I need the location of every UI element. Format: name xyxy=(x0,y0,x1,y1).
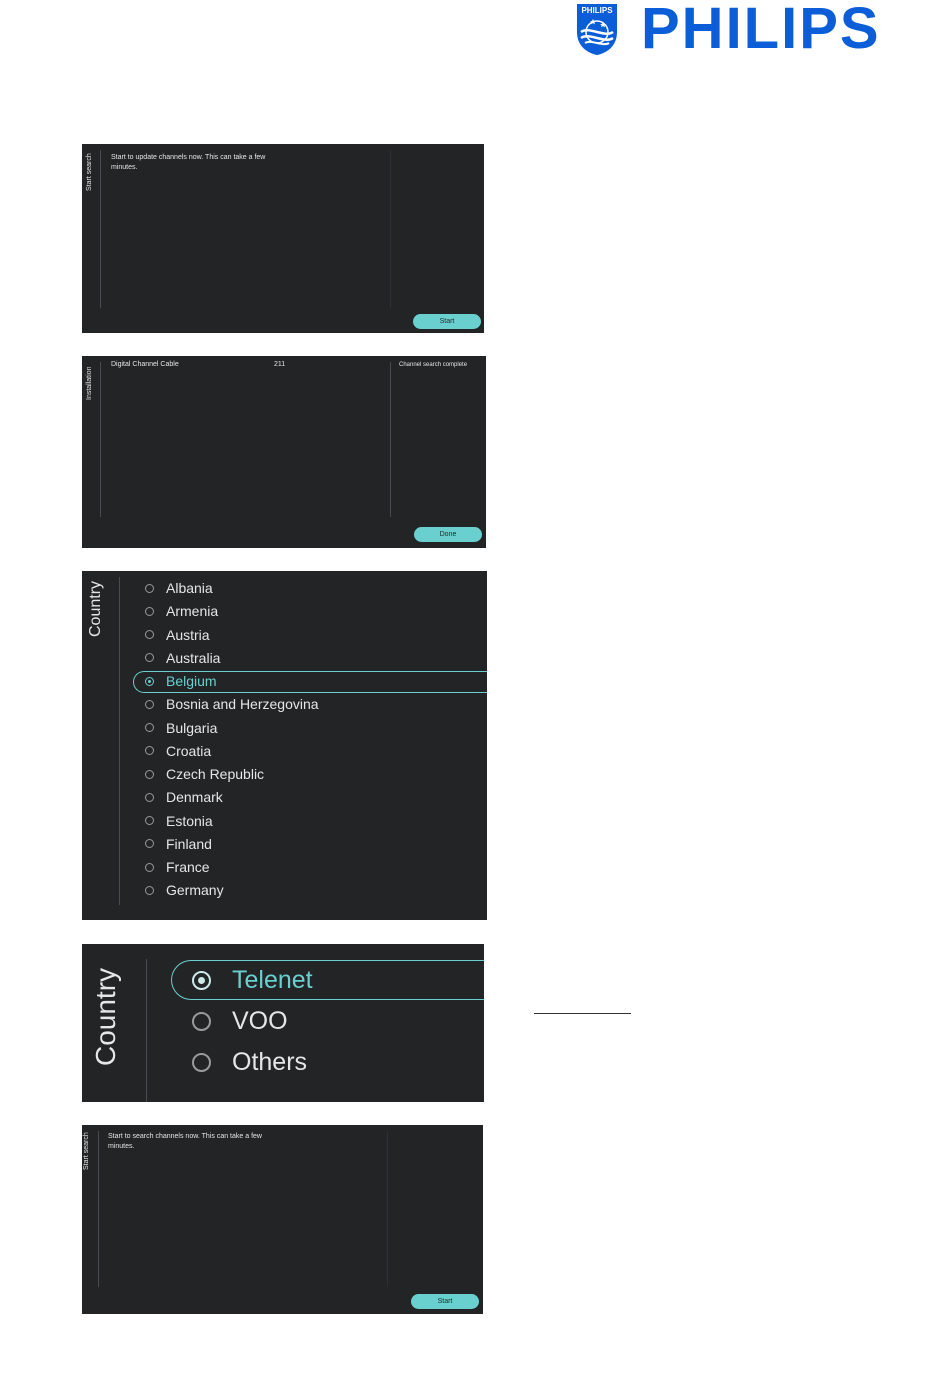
country-label: Czech Republic xyxy=(166,766,265,782)
radio-icon xyxy=(145,770,154,779)
radio-icon xyxy=(145,700,154,709)
side-title: Start search xyxy=(83,1132,90,1170)
radio-icon xyxy=(145,584,154,593)
country-label: France xyxy=(166,859,210,875)
country-label: Australia xyxy=(166,649,221,666)
radio-icon xyxy=(145,607,154,616)
country-label: Armenia xyxy=(166,603,219,620)
operator-label: VOO xyxy=(232,1006,288,1035)
radio-icon xyxy=(145,816,154,825)
country-option[interactable] xyxy=(133,856,210,878)
country-option[interactable] xyxy=(133,577,213,599)
panel-start-search xyxy=(82,1125,483,1314)
country-option[interactable] xyxy=(133,693,319,715)
radio-icon xyxy=(192,971,211,990)
divider-right xyxy=(390,150,391,308)
divider xyxy=(98,1131,99,1287)
philips-shield-icon xyxy=(575,2,619,56)
philips-logo xyxy=(575,0,895,61)
radio-icon xyxy=(145,677,154,686)
radio-icon xyxy=(145,653,154,662)
country-label: Austria xyxy=(166,626,210,643)
country-option[interactable] xyxy=(133,624,210,646)
panel-start-update xyxy=(82,144,484,333)
radio-icon xyxy=(145,630,154,639)
operator-option[interactable] xyxy=(192,1042,307,1082)
country-label: Belgium xyxy=(166,673,217,689)
country-label: Bosnia and Herzegovina xyxy=(166,696,319,713)
country-list xyxy=(133,577,487,907)
status-text: Channel search complete xyxy=(399,362,468,368)
divider xyxy=(100,150,101,308)
panel-installation xyxy=(82,356,486,548)
country-label: Germany xyxy=(166,882,224,899)
country-option[interactable] xyxy=(133,879,224,901)
radio-icon xyxy=(192,1053,211,1072)
divider xyxy=(100,362,101,517)
radio-icon xyxy=(145,886,154,895)
country-label: Denmark xyxy=(166,789,223,806)
side-title: Country xyxy=(87,580,104,637)
country-option[interactable] xyxy=(133,786,223,808)
message: Start to search channels now. This can take a few minutes. xyxy=(108,1133,262,1150)
divider-right xyxy=(387,1131,388,1287)
country-label: Estonia xyxy=(166,812,213,829)
channel-label: Digital Channel Cable xyxy=(111,361,179,368)
underline-mark xyxy=(534,1013,631,1014)
start-button[interactable]: Start xyxy=(413,314,481,329)
side-title: Country xyxy=(90,967,121,1066)
country-option[interactable] xyxy=(133,763,264,785)
country-option[interactable] xyxy=(133,717,217,739)
panel-country-list xyxy=(82,571,487,920)
operator-option[interactable] xyxy=(192,960,313,1000)
country-label: Finland xyxy=(166,835,212,852)
country-label: Bulgaria xyxy=(166,719,218,736)
country-option[interactable] xyxy=(133,833,212,855)
panel-operator-list xyxy=(82,944,484,1102)
radio-icon xyxy=(145,723,154,732)
radio-icon xyxy=(145,863,154,872)
country-option[interactable] xyxy=(133,670,217,692)
done-button[interactable]: Done xyxy=(414,527,482,542)
channel-count: 211 xyxy=(274,361,286,368)
radio-icon xyxy=(145,839,154,848)
country-option[interactable] xyxy=(133,740,211,762)
start-button[interactable]: Start xyxy=(411,1294,479,1309)
side-title: Installation xyxy=(86,366,93,400)
country-option[interactable] xyxy=(133,810,213,832)
operator-list xyxy=(192,960,482,1090)
country-option[interactable] xyxy=(133,600,218,622)
divider xyxy=(146,959,147,1102)
operator-label: Others xyxy=(232,1047,308,1076)
shield-text: PHILIPS xyxy=(581,6,613,15)
radio-icon xyxy=(192,1012,211,1031)
divider-right xyxy=(390,362,391,517)
radio-icon xyxy=(145,793,154,802)
divider xyxy=(119,577,120,905)
radio-icon xyxy=(145,746,154,755)
message: Start to update channels now. This can take a few minutes. xyxy=(111,154,266,171)
philips-wordmark: PHILIPS xyxy=(641,0,881,61)
operator-label: Telenet xyxy=(232,965,313,994)
country-option[interactable] xyxy=(133,647,220,669)
country-label: Croatia xyxy=(166,742,212,759)
operator-option[interactable] xyxy=(192,1001,288,1041)
country-label: Albania xyxy=(166,580,213,596)
side-title: Start search xyxy=(86,153,93,191)
